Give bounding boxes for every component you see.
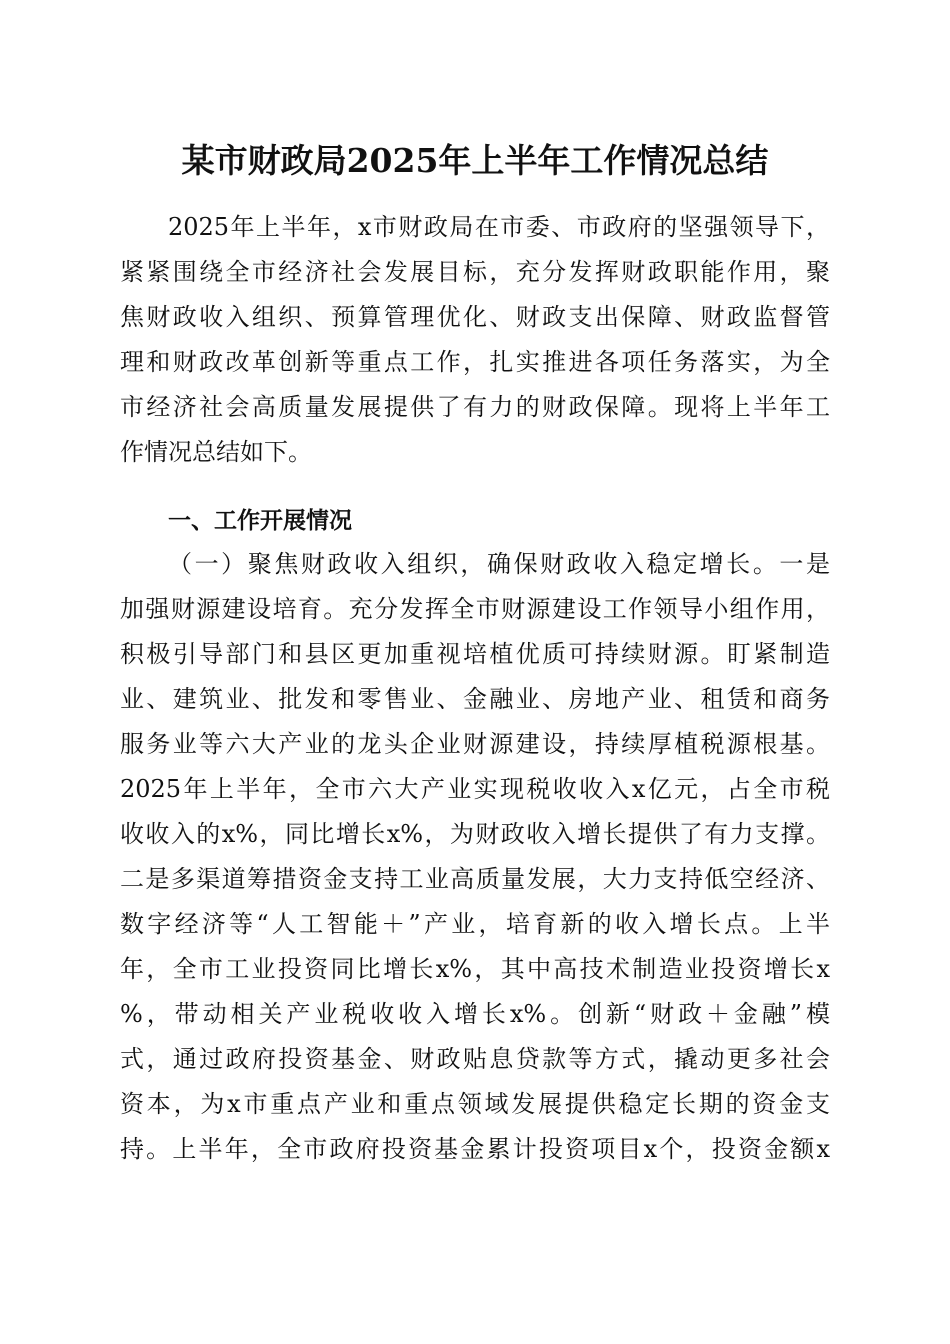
intro-line: 2025年上半年，x市财政局在市委、市政府的坚强领导下， [168,213,830,241]
intro-line: 作情况总结如下。 [120,438,312,466]
body-line: 持。上半年，全市政府投资基金累计投资项目x个，投资金额x [120,1135,830,1163]
body-line: 数字经济等“人工智能＋”产业，培育新的收入增长点。上半 [120,910,830,938]
body-line: 式，通过政府投资基金、财政贴息贷款等方式，撬动更多社会 [120,1045,830,1073]
body-line: 积极引导部门和县区更加重视培植优质可持续财源。盯紧制造 [120,640,830,668]
body-line: 收收入的x%，同比增长x%，为财政收入增长提供了有力支撑。 [120,820,830,848]
body-line: 二是多渠道筹措资金支持工业高质量发展，大力支持低空经济、 [120,865,830,893]
intro-line: 理和财政改革创新等重点工作，扎实推进各项任务落实，为全 [120,348,830,376]
body-line: %，带动相关产业税收收入增长x%。创新“财政＋金融”模 [120,1000,830,1028]
body-line: 业、建筑业、批发和零售业、金融业、房地产业、租赁和商务 [120,685,830,713]
document-title: 某市财政局2025年上半年工作情况总结 [181,141,769,180]
body-line: 2025年上半年，全市六大产业实现税收收入x亿元，占全市税 [120,775,830,803]
intro-line: 市经济社会高质量发展提供了有力的财政保障。现将上半年工 [120,393,830,421]
body-line: 服务业等六大产业的龙头企业财源建设，持续厚植税源根基。 [120,730,830,758]
body-line: 加强财源建设培育。充分发挥全市财源建设工作领导小组作用， [120,595,830,623]
intro-line: 焦财政收入组织、预算管理优化、财政支出保障、财政监督管 [120,303,830,331]
body-line: 年，全市工业投资同比增长x%，其中高技术制造业投资增长x [120,955,830,983]
body-line: 资本，为x市重点产业和重点领域发展提供稳定长期的资金支 [120,1090,830,1118]
section-heading: 一、工作开展情况 [168,508,352,534]
body-line: （一）聚焦财政收入组织，确保财政收入稳定增长。一是 [168,550,830,578]
intro-line: 紧紧围绕全市经济社会发展目标，充分发挥财政职能作用，聚 [120,258,830,286]
